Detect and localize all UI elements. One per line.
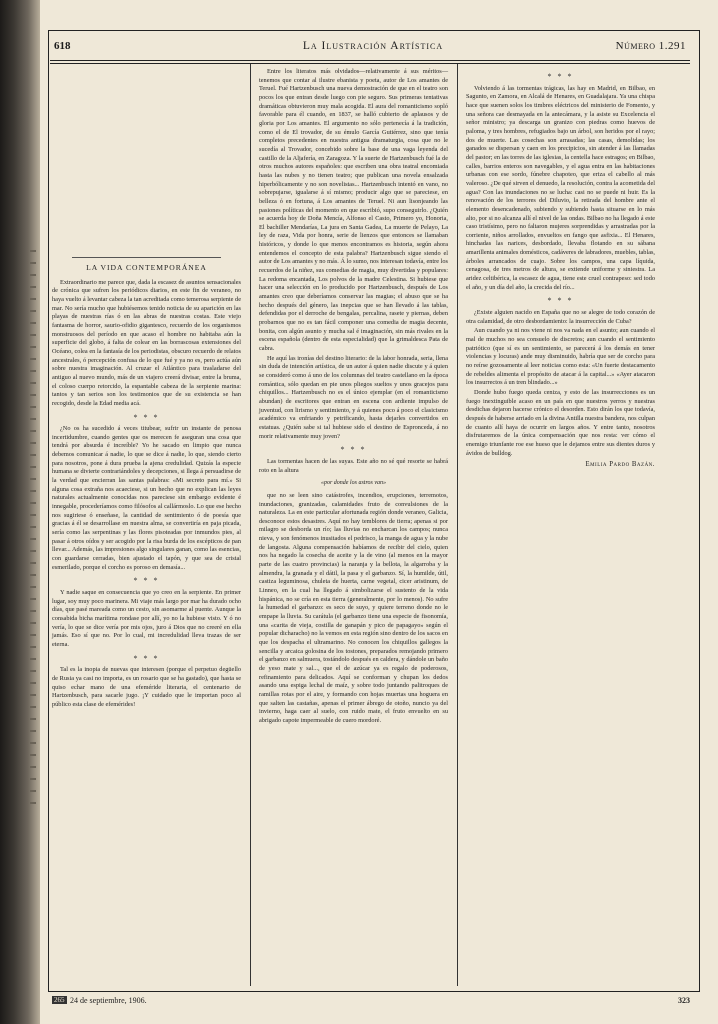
book-spine [0,0,40,1024]
column-3 [466,68,655,470]
article-paragraph: Aun cuando ya ni nos viene ni nos va nada en el asunto; aun cuando el mal de muchos no sea consuelo de discretos; aun cuando el sentimiento patriótico (que sí es un sentimiento, se parecerá á los demás en tener violencias y locuras) ande muy disminuido, habría que ser de corcho para no reírse gozosamente al leer noticias como esta: «Un fuerte destacamento de rebeldes alimenta el propósito de atacar á la capital...» «Ayer atacaron los insurrectos á un tren blindado...» [466,327,655,387]
article-paragraph: Las tormentas hacen de las suyas. Este año no sé qué resorte se habrá roto en la altura [259,457,448,474]
article-paragraph: Entre los literatos más olvidados—relativamente á sus méritos—tenemos que contar al ilustre ebanista y poeta, autor de Los amantes de Teruel. Fué Hartzenbusch una nueva demostración de que en el teatro son pocos los que entran desde luego con pie seguro. Sus primeras tentativas dramáticas obtuvieron muy mala acogida. El aura del romanticismo sopló favorable para él cuando, en 1837, se halló cubierto de aplausos y de gloria por Los amantes. El argumento no sólo pertenecía á la tradición, como el de El trovador, de su émulo García Gutiérrez, sino que tenía completos precedentes en nuestra antigua dramaturgia, cosa que no le sucedía al Trovador, concebido sobre la base de una vaga leyenda del castillo de la Aljafería, en Zaragoza. Y la suerte de Hartzenbusch fué la de otros muchos autores españoles: que escriben una obra teatral encomiada hasta las nubes y no tienen teatro; que publican una novela ensalzada hiperbólicamente y no son novelistas... Hartzenbusch intentó en vano, no sobrepujarse, igualarse á sí mismo; producir algo que se pareciese, en belleza ó en fortuna, á Los amantes de Teruel. Ni aun lisonjeando las pasiones políticas del momento en que escribió, supo conseguirlo. ¿Quién se acuerda hoy de Doña Mencía, Alfonso el Casto, Primero yo, Honoria, El bachiller Mendarías, La jura en Santa Gadea, La muerte de Pelayo, La ley de raza, Vida por honra, serie de lienzos que entonces se llamaban históricos, y donde lo que menos encontramos es historia, según ahora entendemos el concepto de esta palabra? Hartzenbusch sigue siendo el autor de Los amantes y no más. Á lo sumo, nos interesan todavía, entre los recuerdos de la niñez, sus comedias de magia, muy divertidas y populares: La redoma encantada, Los polvos de la madre Celestina. Si hubiese que hacer una selección en lo producido por Hartzenbusch, después de Los amantes creo que deberíamos conservar las magias; el abuso que se ha hecho después del género, las inepcias que se han llevado á las tablas, defendidas por el derroche de bengalas, percalina, rasete y piernas, deben probarnos que no es tan fácil componer una comedia de magia decente, bonita, con algún asunto y mucha sal é imaginación, sin más rivales en la escena española (dentro de esta especialidad) que la grimaldesca Pata de cabra. [259,68,448,352]
page-footer [50,996,696,1010]
ornament-asterisks: * * * [133,576,160,586]
page-number: 618 [54,40,71,52]
article-paragraph: que no se leen sino catástrofes, incendios, erupciones, terremotos, inundaciones, granizadas, calamidades fruto de convulsiones de la naturaleza. La en este particular afortunada región donde veraneo, Galicia, desconoce estos desastres. Aquí no hay temblores de tierra; apenas si por milagro se desborda un río; las lluvias no encharcan los campos; nunca nieva, y son fenómenos inusitados el pedrisco, la manga de agua y la nube de langosta. Alguna compensación habíamos de recibir del cielo, quien nos ha negado la cosecha de aceite y la de vino (al menos en la mayor parte de las cuatro provincias) la naranja y la bellota, la algarroba y la almendra, la granada y el dátil, la pasa y el garbanzo. Sí, la humilde, útil, castiza leguminosa, chuleta de huerta, carne vegetal, cicer aristinum, de Linneo, en la cual ha llegado á simbolizarse el sustento de la vida hispánica, no se cría en esta tierra (generalmente, por lo menos). No sufre la humedad el garbanzo: es seco de suyo, y quiere terreno donde no le empape la lluvia. Su carátula (el garbanzo tiene una especie de fisonomía, una «carita de vieja, costilla de ganapán y pico de papagayo» según el popular dicharacho) no la vemos en esta región sino dentro de los sacos en que los despacha el ultramarino. No conocen los chiquillos gallegos la sencilla y arcaica golosina de los tostones, preparados remojando primero el garbanzo en salmuera, tostándolo después en caldera, y dándole un baño de yeso mate y sal..., que el de azúcar ya es regalo de poderosos, refinamiento para delicados. Aquí se conforman y chupan los dedos asando una espiga lechal de maíz, y sobre todo juntando palitroques de ramillas rotas por el aire, y formando con hojas muertas una hoguera en que salten las castañas, apenas el primer ábrego de otoño, nuncio ya del invierno, haga caer al suelo, con ruido mate, el fruto envuelto en su abrigado capote impermeable de cuero mordoré. [259,491,448,724]
header-rule-second [50,63,690,64]
section-separator [72,257,221,258]
article-paragraph: Volviendo á las tormentas trágicas, las hay en Madrid, en Bilbao, en Sagunto, en Zamora, en Alcalá de Henares, en Guadalajara. Ya una chispa hace que suenen solos los timbres eléctricos del ministerio de Fomento, y una señora cae desmayada en la antecámara, y la asiste su Excelencia el señor ministro; ya descarga un granizo con piedras como huevos de paloma, y tres hombres, refugiados bajo un árbol, son heridos por el rayo; dos de muerte. Las cosechas son arrasadas; las casas, demolidas; los ganados se dispersan y caen en los precipicios, sin atender á las llamadas del pastor; en las torres de las iglesias, la centella hace estragos; en Bilbao, calles, barrios enteros son navegables, y el agua entra en las habitaciones urbanas con ese sordo, fúnebre chapoteo, que eriza el cabello al más valeroso. ¿De qué sirven el denuedo, la resolución, contra la acometida del agua? Con las inundaciones no se lucha: casi no se puede ni huir. Es la renovación de los terrores del Diluvio, la retirada del hombre ante el elemento desencadenado, subiendo y subiendo hasta situarse en lo más alto, por si no alcanza allí el nivel de las ondas. Bilbao no ha llegado á este caso tristísimo, pero no faltaron mujeres sorprendidas y arrastradas por la corriente, niños arrollados, envueltos en fango que asfixia... El Henares, hinchadas las narices, desbordado, llevaba flotando en su sábana amarillenta animales domésticos, cadáveres de labradores, muebles, tablas, árboles arrancados de cuajo. Sobre los campos, una capa líquida, cenagosa, de tres metros de altura, se extiende uniforme y siniestra. La aridez celtibérica, la escasez de agua, tiene este cruel contrapeso: sed todo el año, y un día del año, la crecida del río... [466,84,656,291]
ornament-asterisks: * * * [133,412,160,422]
column-2 [259,68,448,727]
column-rule-1 [250,64,251,986]
ornament-asterisks: * * * [547,72,574,81]
page-header [50,40,696,56]
article-paragraph: ¿Existe alguien nacido en España que no se alegre de todo corazón de otra calamidad, de otro desbordamiento: la insurrección de Cuba? [466,309,655,325]
header-rule [50,60,690,61]
article-paragraph: He aquí las ironías del destino literario: de la labor honrada, seria, llena sin duda de intención artística, de un autor á quien nadie discute y á quien se consideró como á uno de los columnas del teatro castellano en la época romántica, sólo quedan en pie unos pliegos sueltos y unos gracejos para chiquillos... Hartzenbusch no es el único ejemplar (en el romanticismo abundan) de escritores que entran en escena con ardiente impulso de juventud, con lirismo y sentimiento, y á quienes poco á poco el clasicismo académico va enfriando y petrificando, hasta dejarles convertidos en estatuas. ¿Quién sabe si tal hubiese sido el destino de Espronceda, á no morir relativamente muy joven? [259,354,448,440]
ornament-asterisks: * * * [547,296,574,306]
quoted-verse: «por donde los astros van» [320,480,387,487]
article-paragraph: Y nadie saque en consecuencia que yo creo en la serpiente. En primer lugar, soy muy poco marinera. Mi viaje más largo por mar ha durado ocho días, que pasé mareada como un cesto, sin asomarme al puente. Aunque la consabida bicha marítima rondase por allí, yo no la hubiese visto. Y ó no vería, lo que se dice vería por mis ojos, juro á Dios que no creeré en ella jamás. Eso sí que no. Por lo cual, mi incredulidad lleva trazas de ser eterna. [52,588,241,648]
article-paragraph: Tal es la inopia de nuevas que interesen (porque el perpetuo degüello de Rusia ya casi no importa, es un rosario que se ha gastado), que hasta se quiso echar mano de una efeméride literaria, el centenario de Hartzenbusch, para sacarle jugo. ¡Y cuidado que le importan poco al público esta clase de efemérides! [52,666,241,708]
issue-number: Número 1.291 [615,40,686,52]
magazine-page [40,0,718,1024]
column-1 [52,68,241,711]
article-paragraph: Extraordinario me parece que, dada la escasez de asuntos sensacionales de crónica que sufren los periódicos diarios, en este fin de veraneo, no haya vuelto á levantar cabeza la tan acreditada como temerosa serpiente de mar. No sería mucho que hubiésemos tenido noticia de su aparición en las playas de nuestras rías ó en las abras de nuestras costas. Este viejo fantasma de horror, saurio-ofidio gigantesco, recuerdo de los organismos monstruosos del período en que acaso el hombre no habitaba aún la superficie del globo, á falta de colear en las borrascosas extensiones del Océano, colea en la fantasía de los periodistas, obscuro recuerdo de relatos ancestrales, ó percepción confusa de lo que fué y ya no es, pero actúa aún sobre nuestra imaginación. Al cruzar el Atlántico para trasladarse del antiguo al nuevo mundo, más de un viajero creerá divisar, entre la bruma, el coloso cuerpo retorcido, la espantable cabeza de la serpiente marina: tantos y tan serios son los testimonios que de su existencia se han recogido, desde la Edad media acá. [52,278,241,407]
adjacent-page-edge [30,250,36,810]
ornament-asterisks: * * * [133,653,160,663]
ornament-asterisks: * * * [340,445,367,455]
column-rule-2 [457,64,458,986]
folio-number: 323 [678,996,690,1005]
running-title: La Ilustración Artística [302,40,444,52]
article-paragraph: Donde hubo fuego queda ceniza, y esto de las insurrecciones es un fuego inextinguible acaso en un país en que nuestros yerros y nuestras desdichas dejaron hacerse crónico el desorden. Esto dirán los que todavía, después de haberse arriado en la divina Antilla nuestra bandera, nos culpan de cuanto allí haya de ocurrir en largos años. Y entre tanto, nosotros disfrutaremos de la única compensación que nos resta: ver cómo el enemigo triunfante roe ese hueso que le dejamos entre sus dientes duros y ávidos de bulldog. [466,388,655,457]
volume-badge: 265 [54,996,65,1004]
article-paragraph: ¿No os ha sucedido á veces titubear, sufrir un instante de penosa incertidumbre, cuando gentes que os merecen fe aseguran una cosa que tendrá por absurda é increíble? Yo he sacado en limpio que nunca debemos comunicar á nadie, lo que se dice á nadie, lo que, siendo cierto para nosotros, pone á dura prueba la ajena credulidad. Quizás la especie humana se divierte contrariándoles y decepciones, si llega á persuadirse de la verdad que encierran las santas palabras: «Mi secreto para mí.» Si alguna cosa extraña nos acaeciese, si un hecho que no explican las leyes naturales actualmente conocidas nos pareciese sin embargo evidente é innegable, procederíamos como filósofos al callármoslo. Lo que ese hecho nos sugiriese ó enseñase, la cantidad de sentimiento ó de poesía que gracias á él se desarrollase en nuestra alma, se convertiría en paja picada, sería como las serpentinas y las flores pisoteadas por inmundos pies, al pasar á otros oídos y ser acogido por la risa burda de los escépticos de pan llevar... Además, las impresiones algo singulares ganan, como las esencias, con guardarse cerradas, bien ajustado el tapón, y que sea de cristal esmerilado, porque el corcho es poroso en demasía... [52,425,241,571]
publication-date: 24 de septiembre, 1906. [70,996,147,1005]
column-1-top-space [52,68,241,251]
section-title: LA VIDA CONTEMPORÁNEA [86,263,207,272]
author-signature: Emilia Pardo Bazán. [585,461,655,469]
